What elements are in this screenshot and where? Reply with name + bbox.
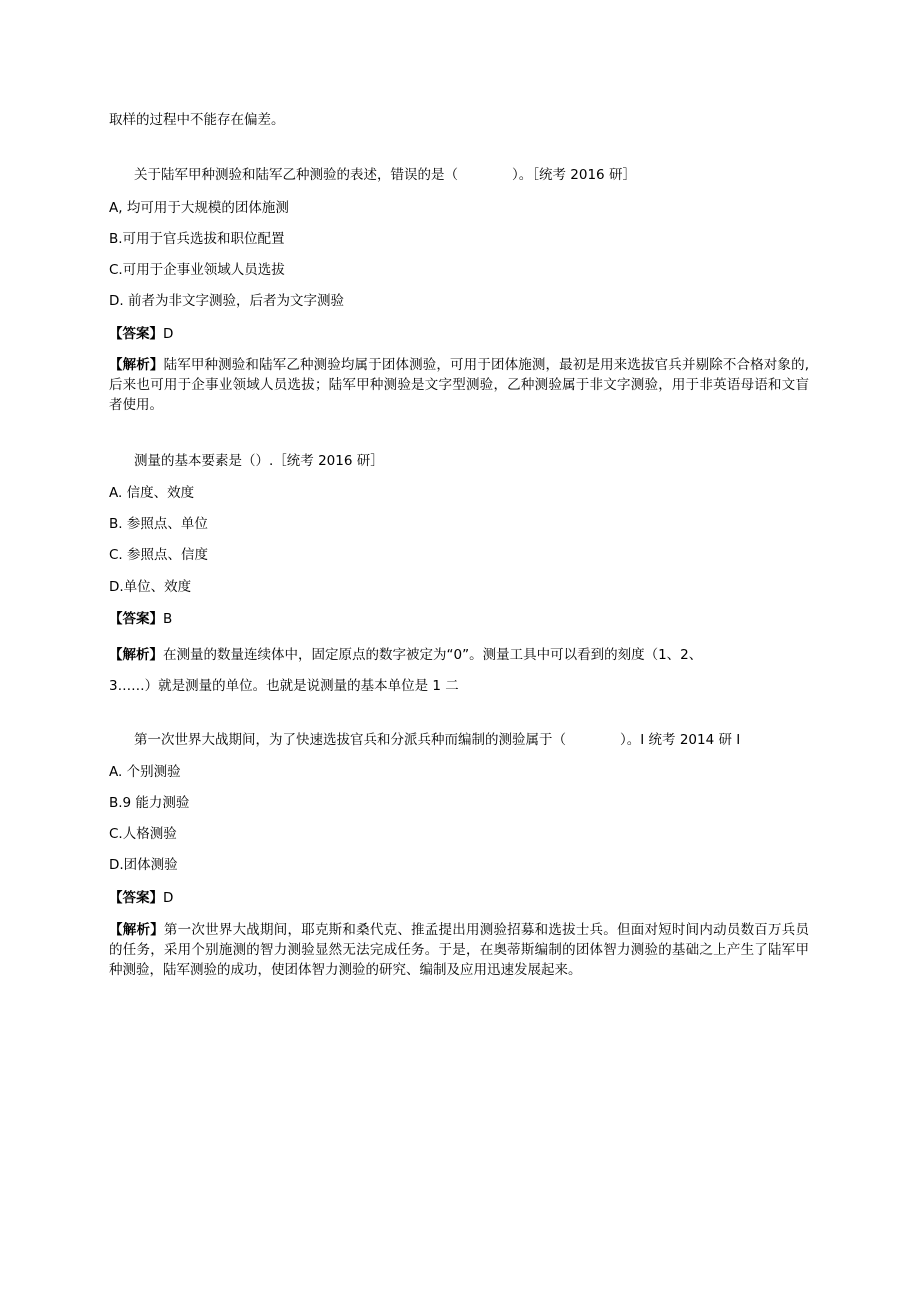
analysis-text: 陆军甲种测验和陆军乙种测验均属于团体测验，可用于团体施测，最初是用来选拔官兵并剔除不合格对象的, 后来也可用于企事业领域人员选拔；陆军甲种测验是文字型测验，乙种测验属于非文字测验，用于非英语母语和文盲者使用。 bbox=[109, 357, 810, 413]
question-2-option-c: C. 参照点、信度 bbox=[109, 547, 209, 563]
question-2-analysis-line-1 bbox=[109, 645, 702, 665]
answer-label: 【答案】 bbox=[109, 611, 163, 627]
question-1-answer bbox=[109, 324, 173, 344]
analysis-label: 【解析】 bbox=[109, 357, 164, 373]
question-2-answer bbox=[109, 609, 172, 629]
question-2-stem: 测量的基本要素是（）.［统考 2016 研］ bbox=[134, 453, 384, 469]
question-2-option-a: A. 信度、效度 bbox=[109, 485, 195, 501]
question-3-option-d: D.团体测验 bbox=[109, 857, 178, 873]
question-3-option-b: B.9 能力测验 bbox=[109, 795, 190, 811]
answer-label: 【答案】 bbox=[109, 326, 163, 342]
analysis-text: 第一次世界大战期间，耶克斯和桑代克、推孟提出用测验招募和选拔士兵。但面对短时间内动员数百万兵员的任务，采用个别施测的智力测验显然无法完成任务。于是，在奥蒂斯编制的团体智力测验的基础之上产生了陆军甲种测验，陆军测验的成功，使团体智力测验的研究、编制及应用迅速发展起来。 bbox=[109, 922, 810, 978]
question-1-option-c: C.可用于企事业领域人员选拔 bbox=[109, 262, 285, 278]
question-1-option-a: A, 均可用于大规模的团体施测 bbox=[109, 200, 289, 216]
question-3-option-c: C.人格测验 bbox=[109, 826, 177, 842]
analysis-text: 在测量的数量连续体中，固定原点的数字被定为“0”。测量工具中可以看到的刻度（1、2、 bbox=[163, 647, 703, 663]
analysis-label: 【解析】 bbox=[109, 922, 164, 938]
question-1-analysis bbox=[109, 355, 809, 415]
answer-label: 【答案】 bbox=[109, 890, 163, 906]
question-2-option-b: B. 参照点、单位 bbox=[109, 516, 208, 532]
question-1-option-b: B.可用于官兵选拔和职位配置 bbox=[109, 231, 285, 247]
question-1-stem: 关于陆军甲种测验和陆军乙种测验的表述，错误的是（ ）。［统考 2016 研］ bbox=[134, 167, 636, 183]
question-3-analysis bbox=[109, 920, 809, 980]
answer-value: B bbox=[163, 611, 173, 627]
question-1-option-d: D. 前者为非文字测验，后者为文字测验 bbox=[109, 293, 344, 309]
question-2-option-d: D.单位、效度 bbox=[109, 579, 192, 595]
question-3-option-a: A. 个别测验 bbox=[109, 764, 181, 780]
question-2-analysis-line-2: 3……）就是测量的单位。也就是说测量的基本单位是 1 二 bbox=[109, 678, 459, 694]
answer-value: D bbox=[163, 326, 174, 342]
analysis-label: 【解析】 bbox=[109, 647, 163, 663]
answer-value: D bbox=[163, 890, 174, 906]
question-3-answer bbox=[109, 888, 173, 908]
question-3-stem: 第一次世界大战期间，为了快速选拔官兵和分派兵种而编制的测验属于（ ）。I 统考 2014 研 I bbox=[134, 732, 741, 748]
intro-text: 取样的过程中不能存在偏差。 bbox=[109, 112, 285, 128]
